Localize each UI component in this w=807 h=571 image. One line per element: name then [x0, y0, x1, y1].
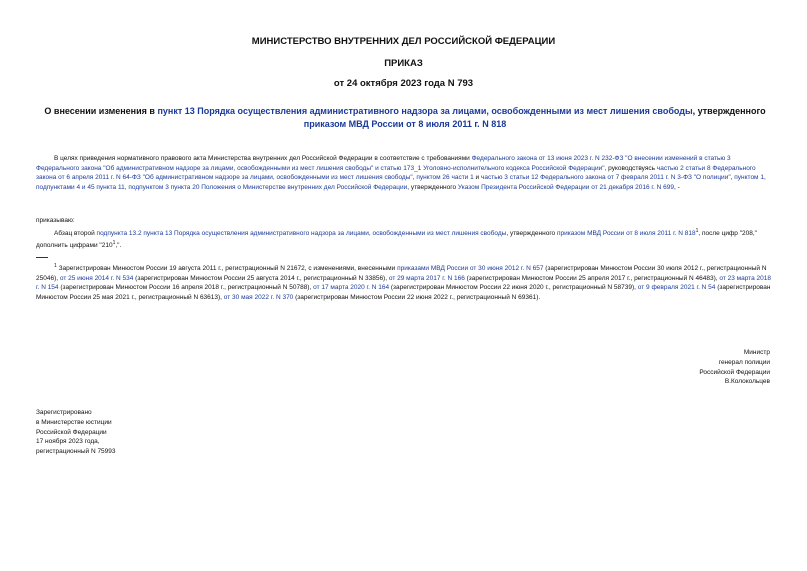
title-text-1: О внесении изменения в: [44, 106, 158, 116]
link-mvd-regulation[interactable]: пунктом 1, подпунктами 4 и 45 пункта 11, подпунктом 3 пункта 20 Положения о Министерстве внутренних дел Российской Федерации: [36, 174, 766, 191]
link-police-art12[interactable]: частью 3 статьи 12 Федерального закона от 7 февраля 2011 г. N 3-ФЗ "О полиции": [480, 174, 731, 182]
document-type: ПРИКАЗ: [384, 58, 423, 69]
registration-date: 17 ноября 2023 года,: [36, 438, 100, 446]
signature-block: [699, 348, 770, 387]
footnote-paragraph: [36, 262, 771, 303]
preamble-text: ,: [412, 174, 417, 182]
footnote-text: (зарегистрирован Минюстом России 25 мая 2021 г., регистрационный N 63613),: [36, 284, 771, 301]
link-police-point26[interactable]: пунктом 26 части 1: [416, 174, 474, 182]
preamble-text: , -: [673, 183, 680, 191]
registration-line: Российской Федерации: [36, 428, 107, 436]
order-word: приказываю:: [36, 217, 75, 224]
preamble-paragraph: [36, 154, 771, 192]
preamble-text: В целях приведения нормативного правового акта Министерства внутренних дел Российской Федерации в соответствие с требованиями: [54, 155, 472, 162]
preamble-text: и: [473, 174, 481, 182]
link-order-164[interactable]: от 17 марта 2020 г. N 164: [313, 284, 390, 292]
footnote-text: (зарегистрирован Минюстом России 30 июля 2012 г., регистрационный N 25046),: [36, 265, 767, 282]
footnote-text: (зарегистрирован Минюстом России 16 апреля 2018 г., регистрационный N 50788),: [58, 284, 314, 292]
order-text: , после цифр "208," дополнить цифрами "210: [36, 230, 757, 249]
link-order-534[interactable]: от 25 июня 2014 г. N 534: [59, 274, 134, 282]
footnote-mark[interactable]: 1: [695, 228, 699, 234]
link-order-154[interactable]: от 23 марта 2018 г. N 154: [36, 274, 772, 292]
footnote-number: 1: [54, 263, 57, 269]
footnote-mark[interactable]: 1: [112, 239, 116, 246]
registration-line: Зарегистрировано: [36, 409, 92, 416]
link-order-818[interactable]: приказом МВД России от 8 июля 2011 г. N 818: [556, 230, 696, 238]
link-law-64-art8[interactable]: частью 2 статьи 8 Федерального закона от 6 апреля 2011 г. N 64-ФЗ "Об административном надзоре за лицами, освобожденными из мест лишения свободы": [36, 164, 756, 182]
order-text: ,".: [115, 241, 122, 249]
order-text: Абзац второй: [54, 230, 97, 238]
footnote-text: Зарегистрирован Минюстом России 19 августа 2011 г., регистрационный N 21672, с изменениями, внесенными: [56, 265, 398, 273]
signature-title: Министр: [743, 349, 770, 356]
registration-block: [36, 408, 116, 457]
footnote-text: (зарегистрирован Минюстом России 22 июня 2020 г., регистрационный N 58739),: [389, 284, 638, 292]
footnote-text: (зарегистрирован Минюстом России 25 апреля 2017 г., регистрационный N 46483),: [464, 274, 720, 282]
link-order-657[interactable]: приказами МВД России от 30 июня 2012 г. N 657: [397, 265, 544, 273]
order-text: , утвержденного: [506, 230, 557, 238]
signature-country: Российской Федерации: [699, 368, 770, 376]
preamble-text: , руководствуясь: [604, 164, 657, 172]
title-text-2: , утвержденного: [692, 106, 766, 116]
footnote-divider: [36, 257, 48, 258]
ministry-name: МИНИСТЕРСТВО ВНУТРЕННИХ ДЕЛ РОССИЙСКОЙ ФЕДЕРАЦИИ: [251, 36, 556, 47]
preamble-text: ,: [730, 174, 735, 182]
link-order-370[interactable]: от 30 мая 2022 г. N 370: [223, 293, 294, 301]
link-order-166[interactable]: от 29 марта 2017 г. N 166: [388, 274, 465, 282]
registration-line: в Министерстве юстиции: [36, 418, 112, 426]
link-federal-law-232[interactable]: Федерального закона от 13 июня 2023 г. N 232-ФЗ "О внесении изменений в статью 3 Федерального закона "Об административном надзоре за лицами, освобожденными из мест лишения свободы" и статью 173_1 Уголовно-исполнительного кодекса Российской Федерации": [36, 155, 731, 172]
title-link-procedure[interactable]: пункт 13 Порядка осуществления административного надзора за лицами, освобожденными из мест лишения свободы: [157, 106, 693, 116]
title-link-order-818[interactable]: приказом МВД России от 8 июля 2011 г. N 818: [303, 119, 507, 129]
document-title: [40, 105, 770, 131]
footnote-text: (зарегистрирован Минюстом России 25 августа 2014 г., регистрационный N 33856),: [133, 274, 389, 282]
registration-number: регистрационный N 75993: [36, 448, 116, 456]
link-order-54[interactable]: от 9 февраля 2021 г. N 54: [637, 284, 716, 292]
preamble-text: , утвержденного: [407, 183, 458, 191]
signature-name: В.Колокольцев: [724, 378, 770, 386]
signature-rank: генерал полиции: [718, 358, 770, 366]
order-paragraph: [36, 227, 771, 251]
link-subpoint-13-2[interactable]: подпункта 13.2 пункта 13 Порядка осуществления административного надзора за лицами, освобожденными из мест лишения свободы: [96, 230, 507, 238]
document-date-number: от 24 октября 2023 года N 793: [333, 78, 474, 89]
link-presidential-decree-699[interactable]: Указом Президента Российской Федерации от 21 декабря 2016 г. N 699: [457, 183, 674, 191]
footnote-text: (зарегистрирован Минюстом России 22 июня 2022 г., регистрационный N 69361).: [293, 293, 541, 301]
